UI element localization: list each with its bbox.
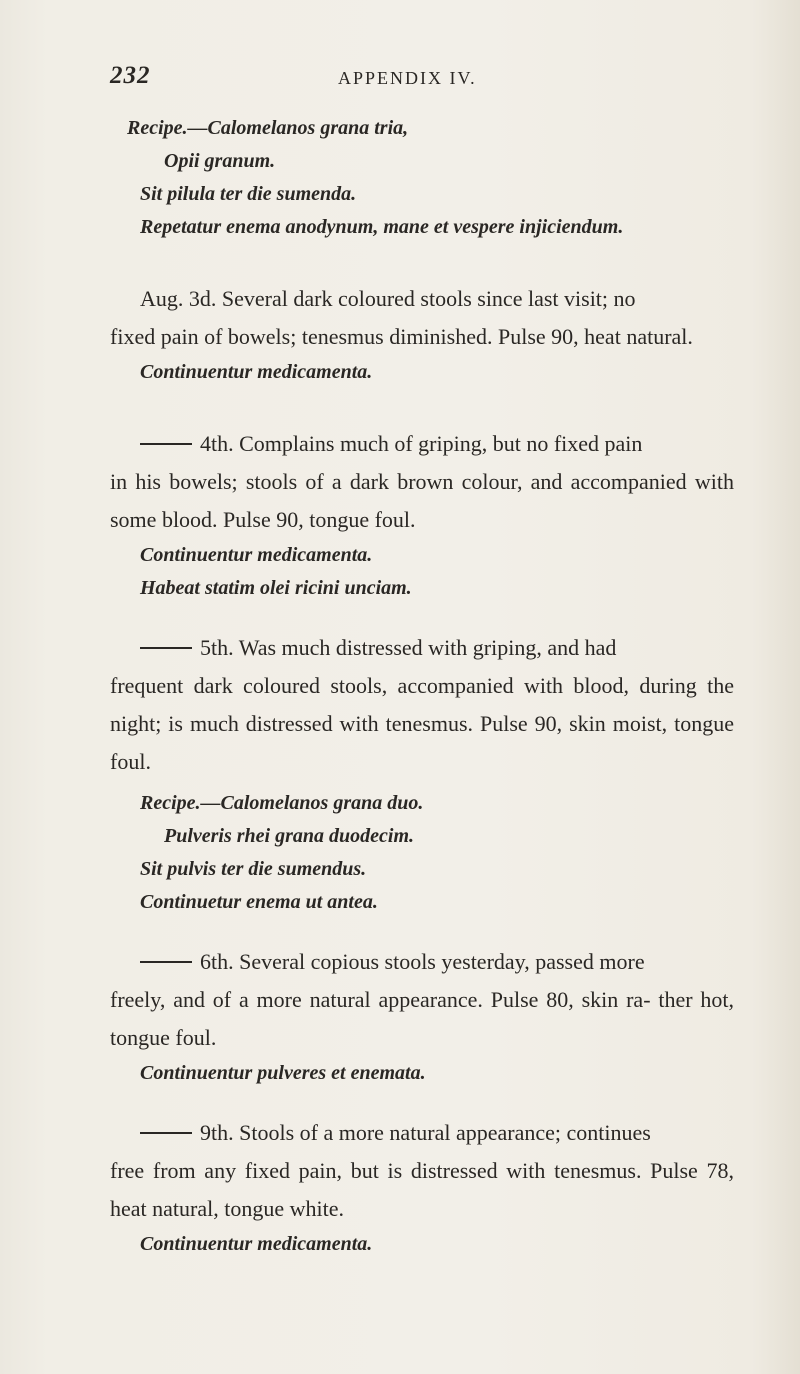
entry-prescription: Habeat statim olei ricini unciam.: [140, 577, 412, 599]
prescription-block-1: [110, 112, 734, 244]
entry-prescription: Continuentur pulveres et enemata.: [140, 1062, 426, 1084]
prescription-block-2: [110, 787, 734, 919]
case-entry-6th: [110, 943, 734, 1057]
prescription-line: Sit pilula ter die sumenda.: [140, 183, 357, 205]
ditto-dash: [140, 443, 192, 445]
page-body: [110, 112, 734, 1261]
entry-first-line: Aug. 3d. Several dark coloured stools since last visit; no: [140, 286, 636, 311]
prescription-line: Opii granum.: [164, 150, 276, 172]
ditto-dash: [140, 1132, 192, 1134]
entry-first-line: 9th. Stools of a more natural appearance; continues: [110, 1114, 734, 1152]
page-header: [0, 62, 800, 102]
ditto-dash: [140, 961, 192, 963]
prescription-line: Pulveris rhei grana duodecim.: [164, 825, 415, 847]
prescription-line: Continuetur enema ut antea.: [140, 891, 378, 913]
prescription-line: Sit pulvis ter die sumendus.: [140, 858, 367, 880]
case-entry-4th: [110, 425, 734, 539]
case-entry-5th: [110, 629, 734, 781]
entry-prescription: Continuentur medicamenta.: [140, 1233, 373, 1255]
running-head: APPENDIX IV.: [338, 68, 477, 88]
prescription-line: Repetatur enema anodynum, mane et vespere injiciendum.: [140, 216, 624, 238]
entry-text: fixed pain of bowels; tenesmus diminished. Pulse 90, heat natural.: [110, 324, 693, 349]
page-number: 232: [110, 62, 151, 89]
ditto-dash: [140, 647, 192, 649]
entry-first-line: 4th. Complains much of griping, but no fixed pain: [110, 425, 734, 463]
entry-text: in his bowels; stools of a dark brown colour, and accompanied with some blood. Pulse 90, tongue foul.: [110, 469, 734, 532]
prescription-line: Recipe.—Calomelanos grana duo.: [140, 792, 424, 814]
case-entry-aug-3: [110, 280, 734, 356]
prescription-line: Recipe.—Calomelanos grana tria,: [127, 117, 409, 139]
entry-prescription: Continuentur medicamenta.: [140, 361, 373, 383]
entry-first-line: 6th. Several copious stools yesterday, passed more: [110, 943, 734, 981]
entry-text: frequent dark coloured stools, accompanied with blood, during the night; is much distressed with tenesmus. Pulse 90, skin moist, tongue foul.: [110, 673, 734, 774]
entry-prescription: Continuentur medicamenta.: [140, 544, 373, 566]
entry-first-line: 5th. Was much distressed with griping, and had: [110, 629, 734, 667]
entry-text: freely, and of a more natural appearance. Pulse 80, skin ra- ther hot, tongue foul.: [110, 987, 734, 1050]
entry-text: free from any fixed pain, but is distressed with tenesmus. Pulse 78, heat natural, tongue white.: [110, 1158, 734, 1221]
case-entry-9th: [110, 1114, 734, 1228]
